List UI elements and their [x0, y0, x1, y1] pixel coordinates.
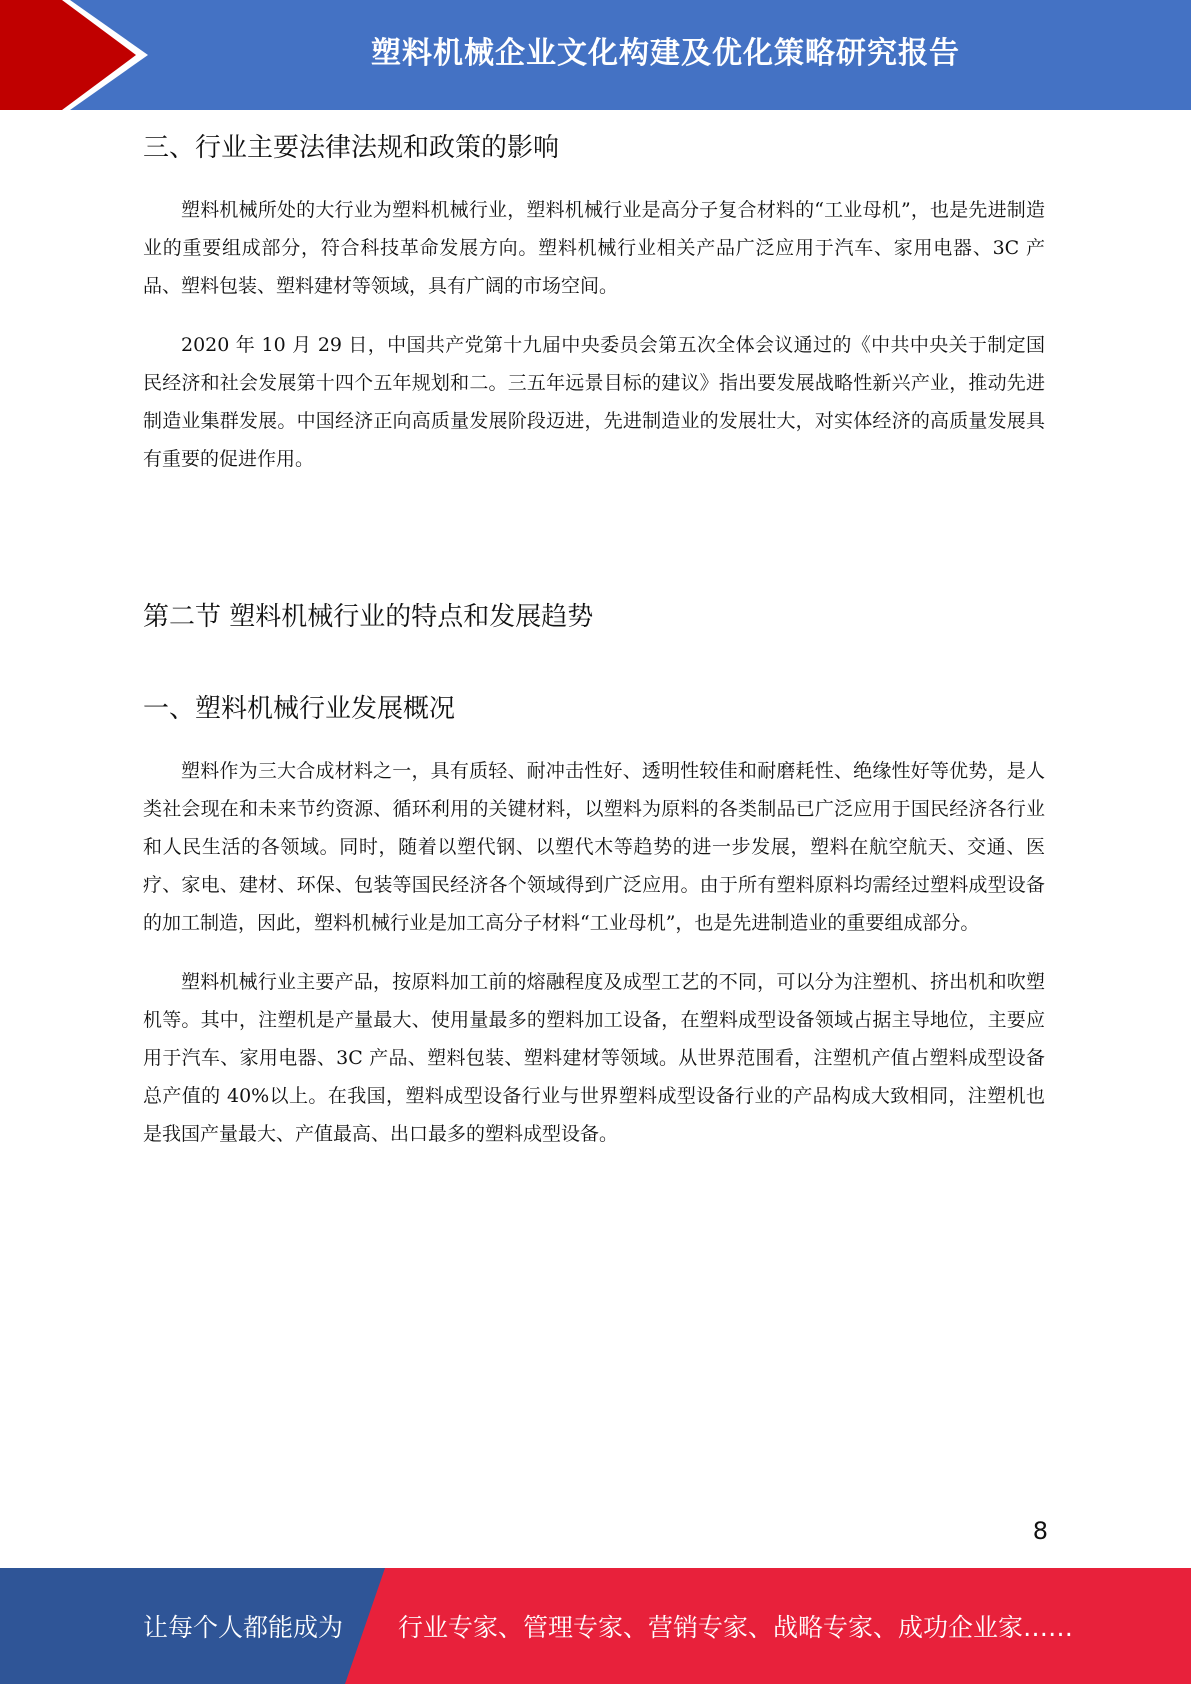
- section-heading-law-policy: 三、行业主要法律法规和政策的影响: [143, 133, 560, 163]
- page-content: [143, 125, 1045, 1153]
- paragraph: 塑料作为三大合成材料之一，具有质轻、耐冲击性好、透明性较佳和耐磨耗性、绝缘性好等优势，是人类社会现在和未来节约资源、循环利用的关键材料，以塑料为原料的各类制品已广泛应用于国民经济各行业和人民生活的各领域。同时，随着以塑代钢、以塑代木等趋势的进一步发展，塑料在航空航天、交通、医疗、家电、建材、环保、包装等国民经济各个领域得到广泛应用。由于所有塑料原料均需经过塑料成型设备的加工制造，因此，塑料机械行业是加工高分子材料“工业母机”，也是先进制造业的重要组成部分。: [143, 760, 1045, 934]
- footer-slogan-left: 让每个人都能成为: [143, 1613, 344, 1642]
- header-arrow-decoration: [0, 0, 160, 110]
- paragraph: 2020 年 10 月 29 日，中国共产党第十九届中央委员会第五次全体会议通过的《中共中央关于制定国民经济和社会发展第十四个五年规划和二。三五年远景目标的建议》指出要发展战略性新兴产业，推动先进制造业集群发展。中国经济正向高质量发展阶段迈进，先进制造业的发展壮大，对实体经济的高质量发展具有重要的促进作用。: [143, 334, 1045, 470]
- page-number: 8: [1032, 1517, 1048, 1545]
- page-footer: [0, 1568, 1191, 1684]
- paragraph: 塑料机械行业主要产品，按原料加工前的熔融程度及成型工艺的不同，可以分为注塑机、挤出机和吹塑机等。其中，注塑机是产量最大、使用量最多的塑料加工设备，在塑料成型设备领域占据主导地位，主要应用于汽车、家用电器、3C 产品、塑料包装、塑料建材等领域。从世界范围看，注塑机产值占塑料成型设备总产值的 40%以上。在我国，塑料成型设备行业与世界塑料成型设备行业的产品构成大致相同，注塑机也是我国产量最大、产值最高、出口最多的塑料成型设备。: [143, 971, 1045, 1145]
- document-title: 塑料机械企业文化构建及优化策略研究报告: [371, 36, 960, 71]
- chapter-section-heading: 第二节 塑料机械行业的特点和发展趋势: [143, 602, 594, 632]
- paragraph: 塑料机械所处的大行业为塑料机械行业，塑料机械行业是高分子复合材料的“工业母机”，也是先进制造业的重要组成部分，符合科技革命发展方向。塑料机械行业相关产品广泛应用于汽车、家用电器、3C 产品、塑料包装、塑料建材等领域，具有广阔的市场空间。: [143, 199, 1045, 297]
- footer-slogan-right: 行业专家、管理专家、营销专家、战略专家、成功企业家……: [398, 1613, 1074, 1642]
- page-header: [0, 0, 1191, 110]
- section-heading-overview: 一、塑料机械行业发展概况: [143, 694, 456, 724]
